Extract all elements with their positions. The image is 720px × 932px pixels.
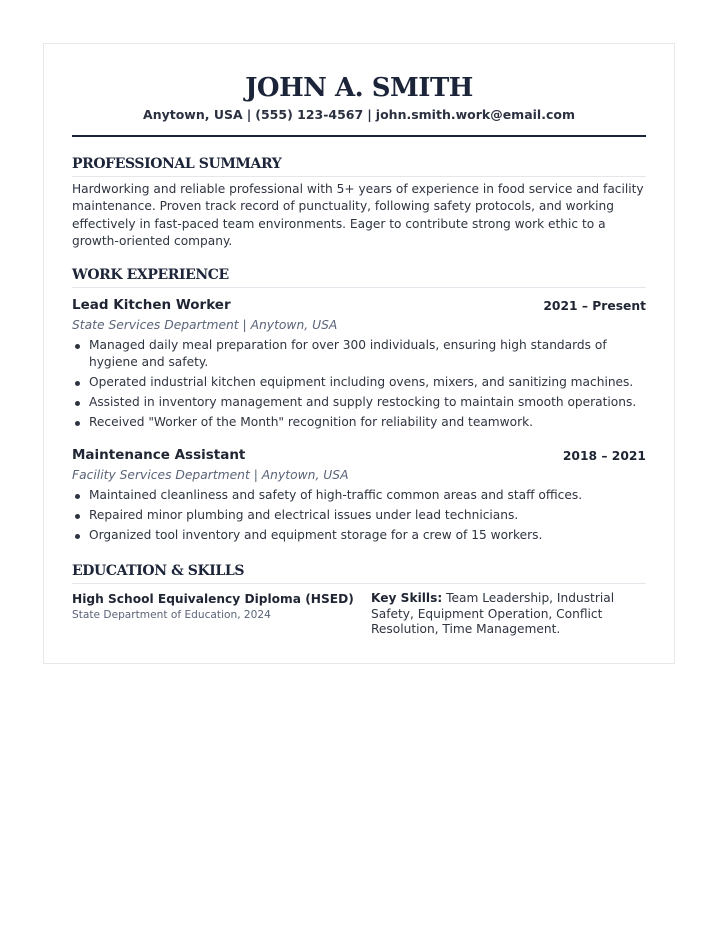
education-school: State Department of Education, 2024 — [72, 609, 271, 621]
job-bullet — [72, 337, 646, 372]
section-title-summary: PROFESSIONAL SUMMARY — [72, 155, 646, 177]
job-bullet — [72, 414, 646, 431]
contact-location: Anytown, USA — [143, 107, 243, 122]
job-bullet-text: Received "Worker of the Month" recognition for reliability and teamwork. — [89, 414, 534, 429]
resume-page — [43, 43, 675, 664]
contact-line — [72, 107, 646, 123]
job-bullet — [72, 487, 646, 504]
contact-phone: (555) 123-4567 — [255, 107, 364, 122]
bullet-icon — [75, 514, 80, 519]
bullet-icon — [75, 344, 80, 349]
job-bullet-text: Maintained cleanliness and safety of high-traffic common areas and staff offices. — [89, 488, 583, 502]
job-dates: 2021 – Present — [543, 299, 646, 313]
contact-separator: | — [246, 107, 252, 122]
skills-text: Team Leadership, Industrial Safety, Equipment Operation, Conflict Resolution, Time Management. — [371, 591, 615, 636]
job-dates: 2018 – 2021 — [562, 449, 646, 463]
education-column — [72, 591, 362, 623]
job-bullet-list — [72, 487, 646, 546]
bullet-icon — [75, 401, 80, 406]
job-organization: Facility Services Department | Anytown, USA — [72, 468, 349, 482]
job-bullet-list — [72, 337, 646, 433]
job-bullet-text: Managed daily meal preparation for over 300 individuals, ensuring high standards of hygiene and safety. — [89, 338, 607, 370]
bullet-icon — [75, 534, 80, 539]
section-title-education-skills: EDUCATION & SKILLS — [72, 562, 646, 584]
job-bullet — [72, 374, 646, 391]
contact-separator: | — [367, 107, 372, 122]
job-title: Maintenance Assistant — [72, 447, 246, 463]
header-divider — [72, 135, 646, 137]
job-bullet-text: Repaired minor plumbing and electrical issues under lead technicians. — [89, 507, 519, 522]
section-title-experience: WORK EXPERIENCE — [72, 266, 646, 288]
job-bullet — [72, 394, 646, 411]
job-title: Lead Kitchen Worker — [72, 297, 231, 313]
job-organization: State Services Department | Anytown, USA — [72, 318, 338, 332]
summary-text: Hardworking and reliable professional with 5+ years of experience in food service and facility maintenance. Proven track record of punctuality, following safety protocols, and working effectively in fast-paced team environments. Eager to contribute strong work ethic to a growth-oriented company. — [72, 182, 644, 248]
candidate-name: JOHN A. SMITH — [245, 73, 473, 103]
job-bullet-text: Organized tool inventory and equipment storage for a crew of 15 workers. — [89, 527, 543, 542]
bullet-icon — [75, 381, 80, 386]
education-degree: High School Equivalency Diploma (HSED) — [72, 592, 354, 606]
contact-email[interactable]: john.smith.work@email.com — [375, 107, 575, 122]
skills-column — [371, 591, 646, 638]
bullet-icon — [75, 421, 80, 426]
skills-label: Key Skills: — [371, 591, 443, 605]
bullet-icon — [75, 494, 80, 499]
job-bullet — [72, 527, 646, 544]
job-bullet-text: Assisted in inventory management and supply restocking to maintain smooth operations. — [89, 394, 637, 409]
job-bullet-text: Operated industrial kitchen equipment including ovens, mixers, and sanitizing machines. — [89, 375, 634, 390]
job-bullet — [72, 507, 646, 524]
